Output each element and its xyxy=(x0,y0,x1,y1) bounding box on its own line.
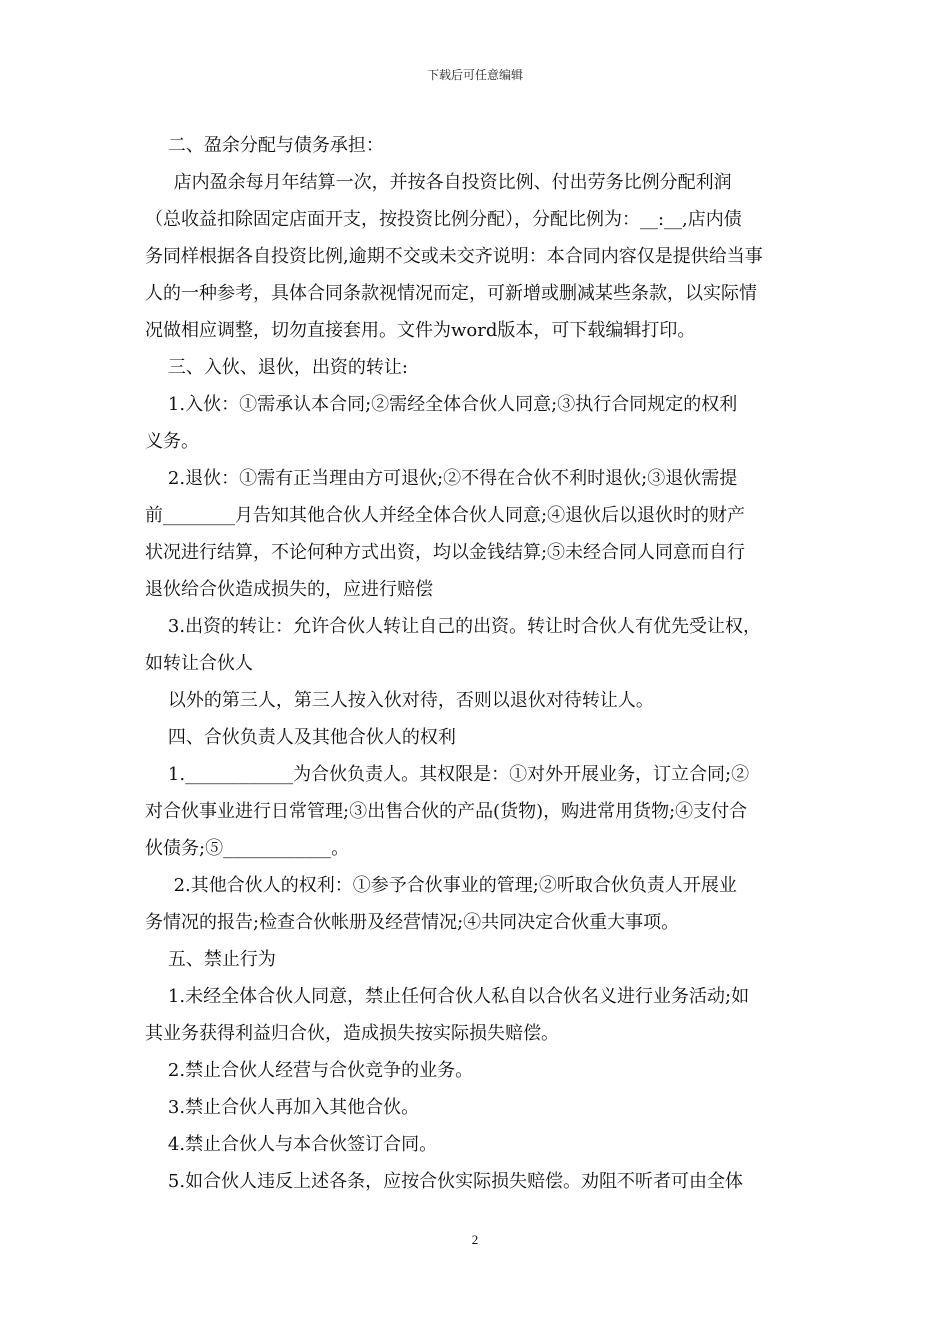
text-line: 如转让合伙人 xyxy=(145,653,253,674)
text-line: 店内盈余每月年结算一次，并按各自投资比例、付出劳务比例分配利润 xyxy=(145,172,732,193)
text-line: 4.禁止合伙人与本合伙签订合同。 xyxy=(145,1134,438,1155)
text-line: 2.退伙：①需有正当理由方可退伙;②不得在合伙不利时退伙;③退伙需提 xyxy=(145,468,738,489)
text-line: 3.出资的转让：允许合伙人转让自己的出资。转让时合伙人有优先受让权， xyxy=(145,616,762,637)
text-line: 义务。 xyxy=(145,431,199,452)
text-line: 人的一种参考，具体合同条款视情况而定，可新增或删减某些条款，以实际情 xyxy=(145,283,757,304)
text-line: 对合伙事业进行日常管理;③出售合伙的产品(货物)，购进常用货物;④支付合 xyxy=(145,801,748,822)
text-line: 况做相应调整，切勿直接套用。文件为word版本，可下载编辑打印。 xyxy=(145,320,696,341)
text-line: 三、入伙、退伙，出资的转让: xyxy=(145,357,408,378)
text-line: 状况进行结算，不论何种方式出资，均以金钱结算;⑤未经合同人同意而自行 xyxy=(145,542,746,563)
text-line: 四、合伙负责人及其他合伙人的权利 xyxy=(145,727,456,748)
text-line: 伙债务;⑤____________。 xyxy=(145,838,350,859)
page-number: 2 xyxy=(471,1232,479,1247)
text-line: （总收益扣除固定店面开支，按投资比例分配），分配比例为：__:__,店内债 xyxy=(145,209,742,230)
text-line: 二、盈余分配与债务承担： xyxy=(145,135,384,156)
text-line: 5.如合伙人违反上述各条，应按合伙实际损失赔偿。劝阻不听者可由全体 xyxy=(145,1171,744,1192)
text-line: 退伙给合伙造成损失的，应进行赔偿 xyxy=(145,579,433,600)
text-line: 1.____________为合伙负责人。其权限是：①对外开展业务，订立合同;② xyxy=(145,764,750,785)
text-line: 3.禁止合伙人再加入其他合伙。 xyxy=(145,1097,420,1118)
text-line: 其业务获得利益归合伙，造成损失按实际损失赔偿。 xyxy=(145,1023,559,1044)
text-line: 前________月告知其他合伙人并经全体合伙人同意;④退伙后以退伙时的财产 xyxy=(145,505,746,526)
text-line: 1.未经全体合伙人同意，禁止任何合伙人私自以合伙名义进行业务活动;如 xyxy=(145,986,750,1007)
text-line: 务情况的报告;检查合伙帐册及经营情况;④共同决定合伙重大事项。 xyxy=(145,912,680,933)
text-line: 2.其他合伙人的权利：①参予合伙事业的管理;②听取合伙负责人开展业 xyxy=(145,875,737,896)
text-line: 五、禁止行为 xyxy=(145,949,276,970)
document-body xyxy=(145,127,813,1200)
page-header: 下载后可任意编辑 xyxy=(426,68,523,82)
text-line: 务同样根据各自投资比例,逾期不交或未交齐说明：本合同内容仅是提供给当事 xyxy=(145,246,763,267)
text-line: 以外的第三人，第三人按入伙对待，否则以退伙对待转让人。 xyxy=(145,690,654,711)
text-line: 2.禁止合伙人经营与合伙竞争的业务。 xyxy=(145,1060,474,1081)
text-line: 1.入伙：①需承认本合同;②需经全体合伙人同意;③执行合同规定的权利 xyxy=(145,394,738,415)
